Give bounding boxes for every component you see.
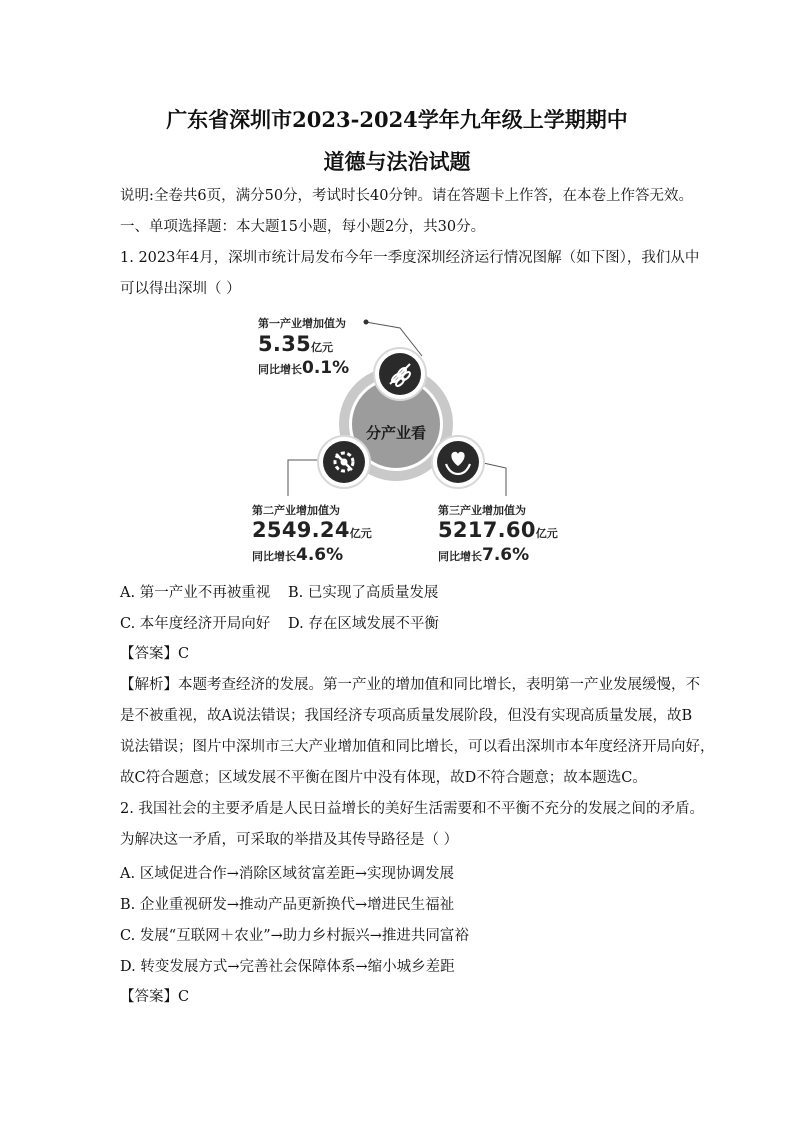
secondary-label: 第二产业增加值为 bbox=[252, 504, 340, 517]
q1-option-d: D. 存在区域发展不平衡 bbox=[288, 616, 439, 632]
q1-analysis-line4: 故C符合题意；区域发展不平衡在图片中没有体现，故D不符合题意；故本题选C。 bbox=[120, 770, 647, 786]
q1-analysis-line2: 是不被重视，故A说法错误；我国经济专项高质量发展阶段，但没有实现高质量发展，故B bbox=[120, 708, 693, 724]
primary-value-row bbox=[258, 332, 333, 356]
exam-subtitle: 道德与法治试题 bbox=[323, 149, 471, 174]
instructions: 说明:全卷共6页，满分50分，考试时长40分钟。请在答题卡上作答，在本卷上作答无效。 bbox=[120, 188, 694, 204]
q1-stem-line1: 1. 2023年4月，深圳市统计局发布今年一季度深圳经济运行情况图解（如下图），我们从中 bbox=[120, 250, 700, 266]
tertiary-unit: 亿元 bbox=[535, 527, 558, 540]
primary-growth: 0.1% bbox=[302, 358, 350, 378]
q1-stem-line2: 可以得出深圳（ ） bbox=[120, 281, 241, 297]
gear-wrench-icon bbox=[318, 436, 370, 488]
leader-dot-primary bbox=[364, 320, 369, 325]
section-heading: 一、单项选择题：本大题15小题，每小题2分，共30分。 bbox=[120, 219, 486, 235]
q2-option-c: C. 发展“互联网＋农业”→助力乡村振兴→推进共同富裕 bbox=[120, 928, 469, 944]
secondary-growth: 4.6% bbox=[296, 545, 344, 565]
q2-option-b: B. 企业重视研发→推动产品更新换代→增进民生福祉 bbox=[120, 897, 455, 913]
center-label: 分产业看 bbox=[365, 424, 427, 442]
wheat-icon bbox=[374, 348, 426, 400]
q2-stem-line1: 2. 我国社会的主要矛盾是人民日益增长的美好生活需要和不平衡不充分的发展之间的矛盾。 bbox=[120, 801, 704, 817]
q1-analysis-line1: 【解析】本题考查经济的发展。第一产业的增加值和同比增长，表明第一产业发展缓慢，不 bbox=[120, 677, 700, 693]
q1-option-c: C. 本年度经济开局向好 bbox=[120, 616, 271, 632]
primary-label: 第一产业增加值为 bbox=[258, 317, 346, 330]
q1-option-a: A. 第一产业不再被重视 bbox=[120, 585, 271, 601]
tertiary-growth-label: 同比增长 bbox=[438, 550, 482, 563]
secondary-value: 2549.24 bbox=[252, 518, 350, 542]
primary-growth-row bbox=[258, 358, 349, 378]
tertiary-label: 第三产业增加值为 bbox=[438, 504, 526, 517]
q2-answer: 【答案】C bbox=[120, 989, 190, 1005]
secondary-growth-label: 同比增长 bbox=[252, 550, 296, 563]
q1-option-b: B. 已实现了高质量发展 bbox=[288, 585, 439, 601]
q2-stem-line2: 为解决这一矛盾，可采取的举措及其传导路径是（ ） bbox=[120, 832, 459, 848]
primary-unit: 亿元 bbox=[311, 341, 334, 354]
primary-value: 5.35 bbox=[258, 332, 312, 356]
secondary-unit: 亿元 bbox=[349, 527, 372, 540]
tertiary-value-row bbox=[438, 518, 558, 542]
secondary-value-row bbox=[252, 518, 372, 542]
q2-option-d: D. 转变发展方式→完善社会保障体系→缩小城乡差距 bbox=[120, 959, 455, 975]
hand-heart-icon bbox=[432, 436, 484, 488]
exam-title: 广东省深圳市2023-2024学年九年级上学期期中 bbox=[166, 107, 628, 132]
q1-analysis-line3: 说法错误；图片中深圳市三大产业增加值和同比增长，可以看出深圳市本年度经济开局向好， bbox=[120, 739, 715, 755]
q1-infographic bbox=[240, 308, 558, 572]
q2-option-a: A. 区域促进合作→消除区域贫富差距→实现协调发展 bbox=[120, 866, 454, 882]
primary-growth-label: 同比增长 bbox=[258, 363, 302, 376]
secondary-growth-row bbox=[252, 545, 343, 565]
tertiary-growth: 7.6% bbox=[482, 545, 530, 565]
q1-answer: 【答案】C bbox=[120, 646, 190, 662]
tertiary-value: 5217.60 bbox=[438, 518, 536, 542]
tertiary-growth-row bbox=[438, 545, 529, 565]
